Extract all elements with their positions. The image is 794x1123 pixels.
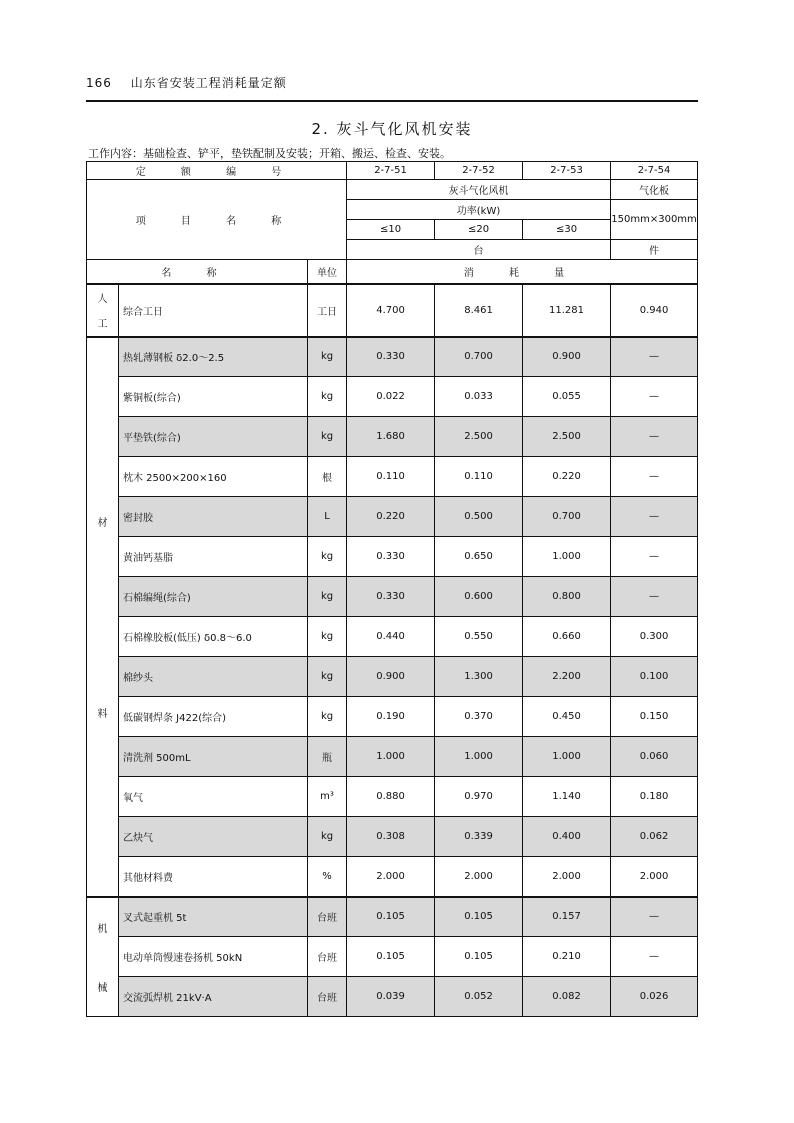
power-value: ≤30 — [523, 220, 611, 240]
item-value: 0.330 — [347, 537, 435, 577]
category-char: 机 — [97, 923, 108, 935]
quota-table — [86, 161, 698, 1017]
item-unit: kg — [308, 417, 347, 457]
quota-code: 2-7-51 — [347, 162, 435, 180]
table-row — [87, 497, 698, 537]
item-value: 0.180 — [611, 777, 698, 817]
item-value: 0.157 — [523, 897, 611, 937]
item-value: 1.140 — [523, 777, 611, 817]
item-value: 0.339 — [435, 817, 523, 857]
item-name: 枕木 2500×200×160 — [119, 457, 308, 497]
category-labor — [87, 284, 119, 337]
item-unit: kg — [308, 697, 347, 737]
item-unit: 台班 — [308, 897, 347, 937]
item-value: 1.000 — [347, 737, 435, 777]
item-name: 棉纱头 — [119, 657, 308, 697]
quota-code: 2-7-54 — [611, 162, 698, 180]
item-value: 0.940 — [611, 284, 698, 337]
category-machine — [87, 897, 119, 1017]
item-name: 密封胶 — [119, 497, 308, 537]
power-value: ≤10 — [347, 220, 435, 240]
item-value: 0.500 — [435, 497, 523, 537]
item-value: 0.800 — [523, 577, 611, 617]
section-title: 2. 灰斗气化风机安装 — [311, 120, 473, 138]
item-name: 紫铜板(综合) — [119, 377, 308, 417]
item-name: 石棉橡胶板(低压) δ0.8～6.0 — [119, 617, 308, 657]
item-unit: 瓶 — [308, 737, 347, 777]
item-value: 1.000 — [523, 737, 611, 777]
item-value: 0.900 — [347, 657, 435, 697]
item-value: 2.200 — [523, 657, 611, 697]
item-value: 1.000 — [435, 737, 523, 777]
item-name: 低碳钢焊条 J422(综合) — [119, 697, 308, 737]
table-row — [87, 697, 698, 737]
item-unit: kg — [308, 657, 347, 697]
table-row — [87, 977, 698, 1017]
quota-code: 2-7-53 — [523, 162, 611, 180]
col-name-header: 名 称 — [87, 260, 308, 284]
item-value: 8.461 — [435, 284, 523, 337]
category-char: 材 — [97, 517, 108, 529]
quota-code: 2-7-52 — [435, 162, 523, 180]
item-value: 0.190 — [347, 697, 435, 737]
item-name: 黄油钙基脂 — [119, 537, 308, 577]
work-content: 工作内容：基础检查、铲平，垫铁配制及安装；开箱、搬运、检查、安装。 — [88, 147, 451, 160]
page-number: 166 — [86, 76, 112, 90]
table-row — [87, 817, 698, 857]
item-unit: kg — [308, 337, 347, 377]
item-value: 0.450 — [523, 697, 611, 737]
item-value: — — [611, 937, 698, 977]
item-unit: L — [308, 497, 347, 537]
item-unit: kg — [308, 377, 347, 417]
item-value: 0.900 — [523, 337, 611, 377]
item-value: 0.220 — [347, 497, 435, 537]
category-char: 械 — [97, 982, 108, 994]
header-rule — [86, 100, 698, 102]
item-value: 0.110 — [347, 457, 435, 497]
power-label: 功率(kW) — [347, 200, 611, 220]
item-name: 氧气 — [119, 777, 308, 817]
item-value: 0.308 — [347, 817, 435, 857]
page-header — [86, 74, 698, 91]
book-title: 山东省安装工程消耗量定额 — [130, 76, 287, 90]
item-value: 0.440 — [347, 617, 435, 657]
item-value: — — [611, 497, 698, 537]
unit-last: 件 — [611, 240, 698, 260]
item-value: 0.550 — [435, 617, 523, 657]
last-group-label: 气化板 — [611, 180, 698, 200]
item-value: 0.210 — [523, 937, 611, 977]
item-name: 平垫铁(综合) — [119, 417, 308, 457]
item-value: 1.000 — [523, 537, 611, 577]
item-unit: kg — [308, 537, 347, 577]
item-value: 0.970 — [435, 777, 523, 817]
item-value: 0.082 — [523, 977, 611, 1017]
item-name: 石棉编绳(综合) — [119, 577, 308, 617]
category-char: 工 — [97, 319, 108, 331]
item-name: 其他材料费 — [119, 857, 308, 897]
item-value: 0.330 — [347, 337, 435, 377]
item-value: 2.000 — [347, 857, 435, 897]
item-value: 0.400 — [523, 817, 611, 857]
item-value: 0.060 — [611, 737, 698, 777]
table-row — [87, 657, 698, 697]
item-unit: kg — [308, 577, 347, 617]
item-value: 0.105 — [347, 937, 435, 977]
item-value: 0.105 — [435, 897, 523, 937]
category-char: 人 — [97, 293, 108, 305]
item-name: 清洗剂 500mL — [119, 737, 308, 777]
item-value: — — [611, 577, 698, 617]
item-value: 0.105 — [347, 897, 435, 937]
item-value: 0.052 — [435, 977, 523, 1017]
item-value: 0.220 — [523, 457, 611, 497]
table-row — [87, 457, 698, 497]
item-unit: 台班 — [308, 977, 347, 1017]
item-value: — — [611, 457, 698, 497]
item-value: 1.300 — [435, 657, 523, 697]
item-value: 0.300 — [611, 617, 698, 657]
item-value: 0.022 — [347, 377, 435, 417]
item-name: 叉式起重机 5t — [119, 897, 308, 937]
item-value: — — [611, 417, 698, 457]
item-name: 热轧薄钢板 δ2.0～2.5 — [119, 337, 308, 377]
item-unit: 根 — [308, 457, 347, 497]
item-value: 0.650 — [435, 537, 523, 577]
table-row — [87, 577, 698, 617]
item-value: 0.100 — [611, 657, 698, 697]
table-row — [87, 284, 698, 337]
item-value: 2.500 — [435, 417, 523, 457]
item-value: — — [611, 537, 698, 577]
item-value: 0.330 — [347, 577, 435, 617]
item-value: 0.026 — [611, 977, 698, 1017]
table-row — [87, 897, 698, 937]
item-unit: 工日 — [308, 284, 347, 337]
group-label: 灰斗气化风机 — [347, 180, 611, 200]
item-value: — — [611, 897, 698, 937]
item-value: 2.000 — [523, 857, 611, 897]
table-row — [87, 617, 698, 657]
item-value: 0.660 — [523, 617, 611, 657]
item-value: — — [611, 337, 698, 377]
col-consumption-header: 消 耗 量 — [347, 260, 698, 284]
table-row — [87, 537, 698, 577]
item-value: 2.500 — [523, 417, 611, 457]
item-value: 1.680 — [347, 417, 435, 457]
item-value: 0.105 — [435, 937, 523, 977]
item-name: 电动单筒慢速卷扬机 50kN — [119, 937, 308, 977]
item-value: 0.700 — [523, 497, 611, 537]
col-unit-header: 单位 — [308, 260, 347, 284]
category-char: 料 — [97, 708, 108, 720]
item-value: 0.700 — [435, 337, 523, 377]
power-value: ≤20 — [435, 220, 523, 240]
category-material — [87, 337, 119, 897]
item-value: 11.281 — [523, 284, 611, 337]
item-unit: % — [308, 857, 347, 897]
item-value: 2.000 — [611, 857, 698, 897]
item-value: 0.110 — [435, 457, 523, 497]
item-name: 乙炔气 — [119, 817, 308, 857]
last-spec: 150mm×300mm — [611, 200, 698, 240]
item-value: 0.039 — [347, 977, 435, 1017]
table-row — [87, 857, 698, 897]
table-row — [87, 417, 698, 457]
quota-code-label: 定 额 编 号 — [87, 162, 347, 180]
item-value: 0.600 — [435, 577, 523, 617]
table-row — [87, 737, 698, 777]
unit-group: 台 — [347, 240, 611, 260]
item-name-label: 项 目 名 称 — [87, 180, 347, 260]
item-name: 交流弧焊机 21kV·A — [119, 977, 308, 1017]
item-name: 综合工日 — [119, 284, 308, 337]
item-unit: 台班 — [308, 937, 347, 977]
item-unit: kg — [308, 617, 347, 657]
item-unit: m³ — [308, 777, 347, 817]
item-value: — — [611, 377, 698, 417]
table-row — [87, 337, 698, 377]
table-row — [87, 937, 698, 977]
table-row — [87, 777, 698, 817]
item-value: 0.880 — [347, 777, 435, 817]
item-value: 0.033 — [435, 377, 523, 417]
item-value: 0.370 — [435, 697, 523, 737]
item-unit: kg — [308, 817, 347, 857]
item-value: 0.062 — [611, 817, 698, 857]
table-row — [87, 377, 698, 417]
item-value: 2.000 — [435, 857, 523, 897]
item-value: 4.700 — [347, 284, 435, 337]
item-value: 0.055 — [523, 377, 611, 417]
item-value: 0.150 — [611, 697, 698, 737]
